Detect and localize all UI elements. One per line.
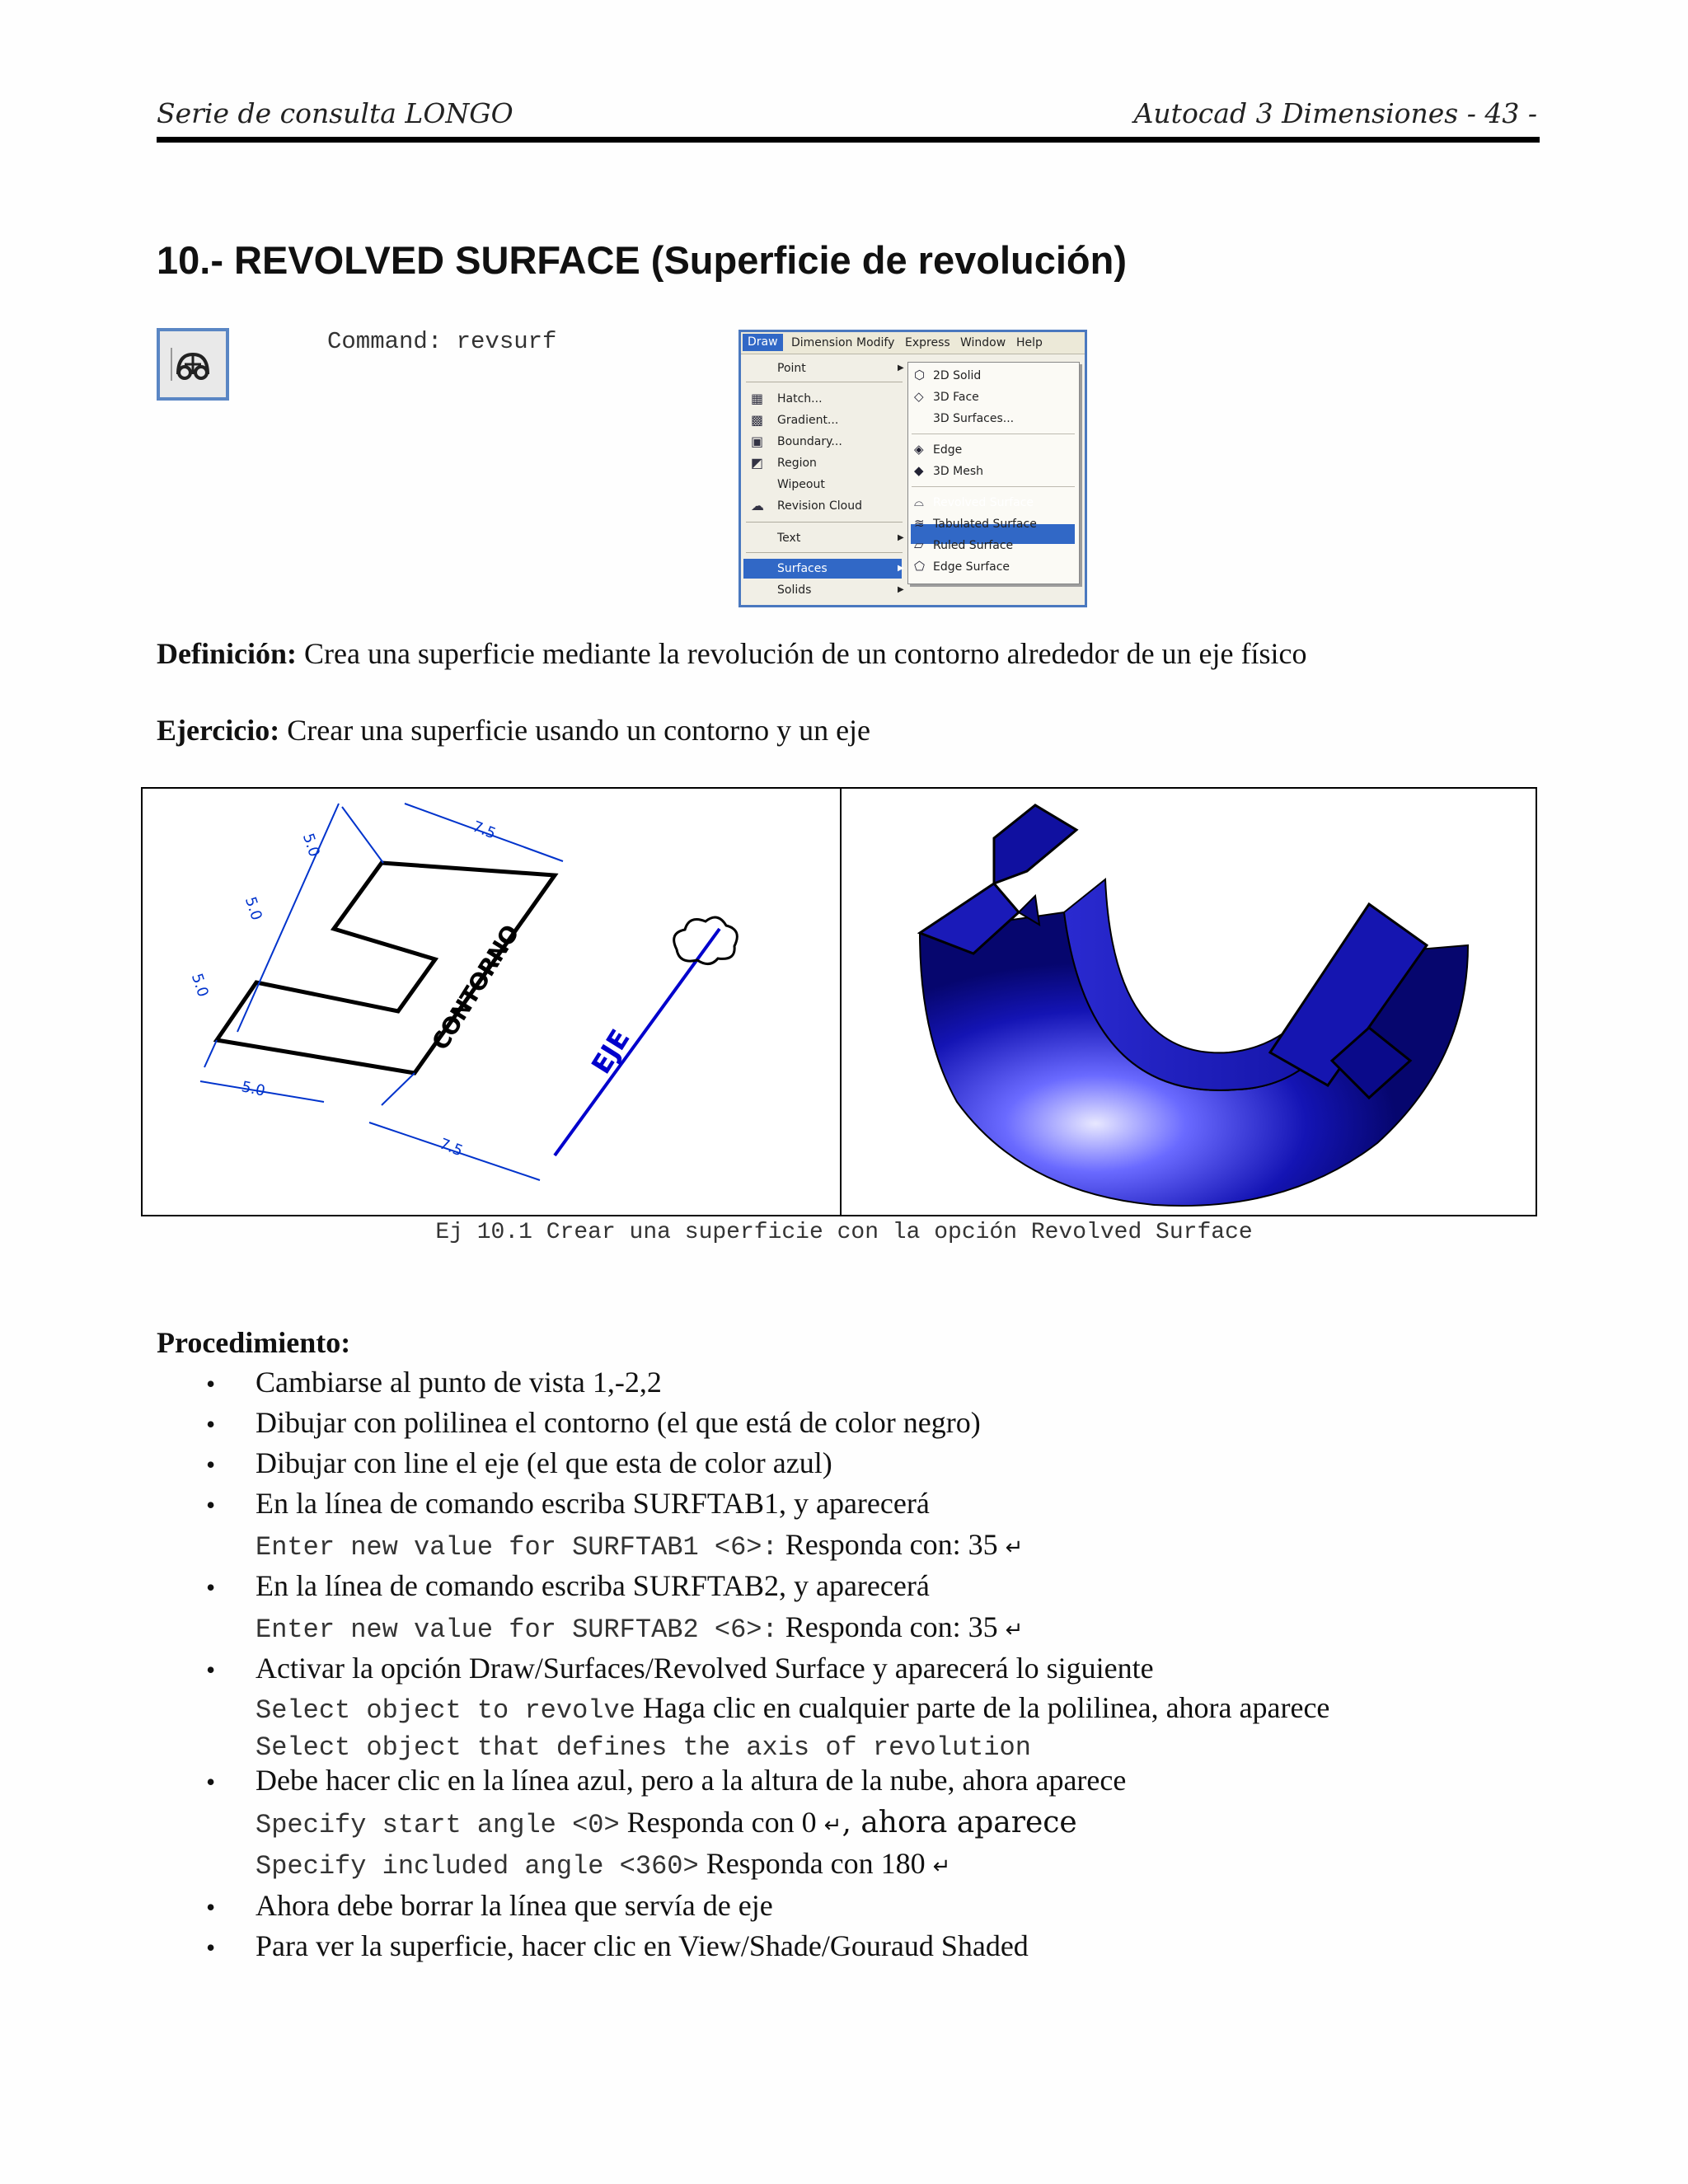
bullet: •	[206, 1490, 216, 1520]
contour-polyline	[217, 863, 555, 1073]
draw-menu-screenshot	[738, 330, 1087, 607]
dim-label: 7.5	[437, 1135, 466, 1160]
contour-label: CONTORNO	[426, 921, 525, 1055]
dim-label: 5.0	[298, 831, 323, 860]
bullet: •	[206, 1572, 216, 1602]
procedure-step: En la línea de comando escriba SURFTAB2, y aparecerá	[256, 1569, 930, 1602]
menu-dimension[interactable]: Dimension	[791, 336, 853, 349]
submenu-item-ruled-surface[interactable]: Ruled Surface	[933, 539, 1014, 552]
prompt-surftab2: Enter new value for SURFTAB2 <6>:	[256, 1615, 778, 1645]
answer-text: Responda con: 35	[777, 1610, 1006, 1643]
2d-solid-icon: ⬡	[914, 368, 926, 382]
prompt-select-axis: Select object that defines the axis of revolution	[256, 1732, 1031, 1763]
menu-item-point[interactable]: Point	[777, 362, 806, 375]
bullet: •	[206, 1409, 216, 1439]
menu-item-revision-cloud[interactable]: Revision Cloud	[777, 499, 862, 513]
tabulated-surface-icon: ≋	[914, 516, 925, 531]
menu-item-wipeout[interactable]: Wipeout	[777, 478, 825, 491]
answer-text: Haga clic en cualquier parte de la polilinea, ahora aparece	[635, 1691, 1330, 1724]
revolved-surface-icon-glyph	[160, 331, 226, 397]
menu-window[interactable]: Window	[960, 336, 1006, 349]
dim-label: 5.0	[241, 894, 265, 923]
dim-label: 5.0	[187, 971, 212, 1000]
prompt-line	[256, 1690, 1329, 1726]
procedure-title: Procedimiento:	[157, 1326, 351, 1359]
menu-separator	[746, 522, 903, 523]
menu-item-text[interactable]: Text	[777, 532, 801, 545]
return-icon: ↵	[932, 1854, 951, 1879]
menu-draw[interactable]: Draw	[743, 334, 783, 351]
submenu-item-2d-solid[interactable]: 2D Solid	[933, 369, 982, 382]
bullet: •	[206, 1369, 216, 1399]
3d-face-icon: ◇	[914, 389, 924, 404]
return-icon: ↵	[823, 1813, 842, 1838]
point-arrow-icon: ▶	[898, 363, 904, 373]
bullet: •	[206, 1450, 216, 1479]
answer-text: , ahora aparece	[842, 1806, 1077, 1840]
submenu-item-revolved-surface[interactable]: Revolved Surface	[933, 496, 1034, 509]
edge-surface-icon: ⬠	[914, 559, 926, 574]
region-icon: ◩	[751, 455, 764, 471]
answer-text: Responda con: 35	[777, 1528, 1006, 1561]
top-face-left-upper	[994, 805, 1076, 883]
bullet: •	[206, 1655, 216, 1685]
exercise-label: Ejercicio:	[157, 714, 280, 747]
boundary-icon: ▣	[751, 434, 764, 449]
submenu-item-edge-surface[interactable]: Edge Surface	[933, 560, 1010, 574]
ruled-surface-icon: ▱	[914, 537, 924, 552]
menu-item-surfaces[interactable]: Surfaces	[777, 562, 828, 575]
procedure-step: Dibujar con line el eje (el que esta de color azul)	[256, 1446, 832, 1479]
solids-arrow-icon: ▶	[898, 585, 904, 594]
prompt-surftab1: Enter new value for SURFTAB1 <6>:	[256, 1532, 778, 1563]
prompt-line	[256, 1527, 1023, 1563]
procedure-step: Activar la opción Draw/Surfaces/Revolved Surface y aparecerá lo siguiente	[256, 1652, 1154, 1685]
revolved-surface-menu-icon: ⌓	[914, 494, 924, 509]
prompt-select-object: Select object to revolve	[256, 1695, 635, 1726]
submenu-item-edge[interactable]: Edge	[933, 443, 963, 457]
header-rule	[157, 137, 1540, 143]
definition-label: Definición:	[157, 637, 297, 670]
prompt-included-angle: Specify included angle <360>	[256, 1851, 699, 1882]
menu-item-hatch[interactable]: Hatch...	[777, 392, 823, 405]
command-text: Command: revsurf	[327, 328, 557, 355]
bullet: •	[206, 1892, 216, 1922]
procedure-step: Para ver la superficie, hacer clic en View/Shade/Gouraud Shaded	[256, 1929, 1029, 1962]
menu-item-gradient[interactable]: Gradient...	[777, 414, 839, 427]
menu-item-boundary[interactable]: Boundary...	[777, 435, 842, 448]
3d-mesh-icon: ◆	[914, 463, 924, 478]
definition-text: Crea una superficie mediante la revolución de un contorno alrededor de un eje físico	[296, 637, 1307, 670]
cloud-marker	[674, 917, 738, 964]
prompt-line	[256, 1727, 1031, 1763]
menu-item-solids[interactable]: Solids	[777, 583, 812, 597]
prompt-line	[256, 1846, 950, 1882]
header-right: Autocad 3 Dimensiones - 43 -	[1133, 97, 1537, 129]
return-icon: ↵	[1005, 1535, 1024, 1560]
revision-cloud-icon: ☁	[751, 498, 764, 513]
dim-label: 7.5	[470, 818, 499, 843]
text-arrow-icon: ▶	[898, 533, 904, 542]
bullet: •	[206, 1767, 216, 1797]
revolved-surface-render	[842, 789, 1536, 1215]
edge-icon: ◈	[914, 442, 924, 457]
answer-text: Responda con 180	[698, 1847, 933, 1880]
submenu-item-3d-surfaces[interactable]: 3D Surfaces...	[933, 412, 1015, 425]
menu-bar	[741, 332, 1085, 354]
gradient-icon: ▩	[751, 412, 764, 428]
surfaces-submenu	[907, 362, 1080, 584]
revolved-surface-icon[interactable]	[157, 328, 229, 401]
dim-label: 5.0	[240, 1078, 267, 1100]
submenu-item-tabulated-surface[interactable]: Tabulated Surface	[933, 518, 1037, 531]
surfaces-arrow-icon: ▶	[898, 564, 904, 573]
return-icon: ↵	[1005, 1618, 1024, 1643]
menu-item-region[interactable]: Region	[777, 457, 817, 470]
exercise-text: Crear una superficie usando un contorno y un eje	[279, 714, 871, 747]
procedure-step: En la línea de comando escriba SURFTAB1, y aparecerá	[256, 1487, 930, 1520]
answer-text: Responda con 0	[619, 1806, 824, 1839]
axis-line	[555, 929, 720, 1155]
menu-express[interactable]: Express	[905, 336, 950, 349]
menu-separator	[746, 552, 903, 553]
header-left: Serie de consulta LONGO	[157, 97, 513, 129]
hatch-icon: ▦	[751, 391, 764, 406]
bullet: •	[206, 1933, 216, 1962]
procedure-step: Dibujar con polilinea el contorno (el que está de color negro)	[256, 1406, 981, 1439]
exercise-paragraph	[157, 713, 870, 748]
prompt-line	[256, 1610, 1023, 1645]
section-title: 10.- REVOLVED SURFACE (Superficie de revolución)	[157, 238, 1127, 282]
figure-caption: Ej 10.1 Crear una superficie con la opción Revolved Surface	[435, 1220, 1253, 1245]
axis-label: EJE	[584, 1024, 636, 1080]
dimension-lines	[200, 804, 563, 1180]
contour-drawing	[143, 789, 840, 1215]
submenu-item-3d-mesh[interactable]: 3D Mesh	[933, 465, 983, 478]
prompt-line	[256, 1805, 1077, 1840]
exercise-figure	[141, 787, 1537, 1216]
procedure-step: Cambiarse al punto de vista 1,-2,2	[256, 1366, 662, 1399]
procedure-step: Debe hacer clic en la línea azul, pero a la altura de la nube, ahora aparece	[256, 1764, 1127, 1797]
submenu-item-3d-face[interactable]: 3D Face	[933, 391, 979, 404]
procedure-step: Ahora debe borrar la línea que servía de eje	[256, 1889, 773, 1922]
prompt-start-angle: Specify start angle <0>	[256, 1810, 620, 1840]
definition-paragraph	[157, 636, 1307, 671]
menu-modify[interactable]: Modify	[856, 336, 895, 349]
menu-help[interactable]: Help	[1016, 336, 1043, 349]
submenu-separator	[912, 486, 1075, 487]
